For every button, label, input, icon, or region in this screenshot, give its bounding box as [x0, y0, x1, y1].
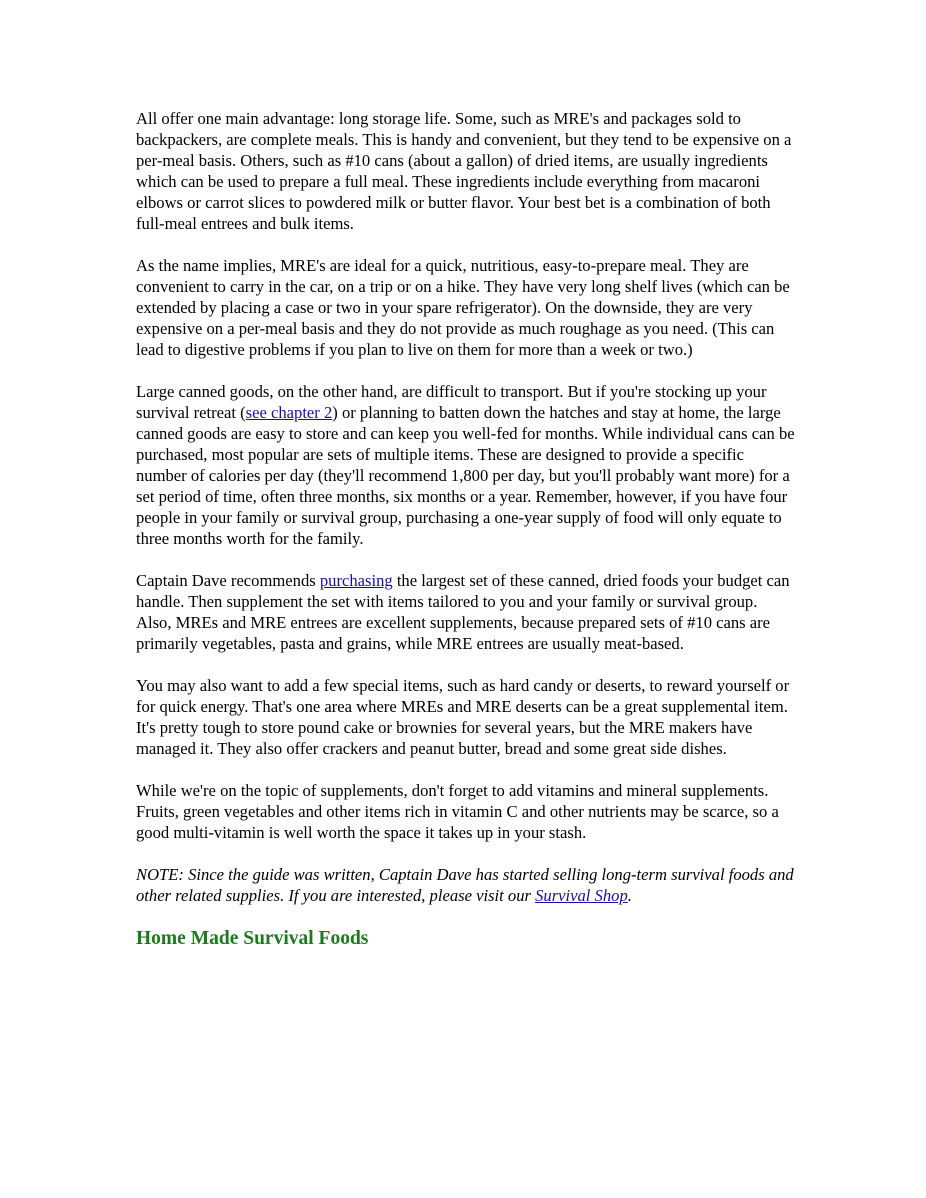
paragraph-mre-benefits: As the name implies, MRE's are ideal for a quick, nutritious, easy-to-prepare meal. They are convenient to carry in the car, on a trip or on a hike. They have very long shelf lives (which can be extended by placing a case or two in your spare refrigerator). On the downside, they are very expensive on a per-meal basis and they do not provide as much roughage as you need. (This can lead to digestive problems if you plan to live on them for more than a week or two.)	[136, 256, 790, 359]
note-text: .	[627, 886, 632, 905]
document-page	[136, 108, 796, 951]
paragraph-captain-dave-recommends	[136, 570, 796, 654]
paragraph-text: Captain Dave recommends	[136, 571, 320, 590]
see-chapter-2-link[interactable]: see chapter 2	[245, 403, 333, 422]
paragraph-text: the largest set of these canned, dried foods your budget can handle. Then supplement the set with items tailored to you and your family or survival group. Also, MREs and MRE entrees are excellent supplements, because prepared sets of #10 cans are primarily vegetables, pasta and grains, while MRE entrees are usually meat-based.	[136, 571, 790, 653]
paragraph-storage-advantages: All offer one main advantage: long storage life. Some, such as MRE's and packages sold to backpackers, are complete meals. This is handy and convenient, but they tend to be expensive on a per-meal basis. Others, such as #10 cans (about a gallon) of dried items, are usually ingredients which can be used to prepare a full meal. These ingredients include everything from macaroni elbows or carrot slices to powdered milk or butter flavor. Your best bet is a combination of both full-meal entrees and bulk items.	[136, 109, 792, 233]
section-heading: Home Made Survival Foods	[136, 928, 369, 949]
paragraph-canned-goods	[136, 381, 796, 549]
purchasing-link[interactable]: purchasing	[319, 571, 393, 590]
paragraph-text: ) or planning to batten down the hatches and stay at home, the large canned goods are easy to store and can keep you well-fed for months. While individual cans can be purchased, most popular are sets of multiple items. These are designed to provide a specific number of calories per day (they'll recommend 1,800 per day, but you'll probably want more) for a set period of time, often three months, six months or a year. Remember, however, if you have four people in your family or survival group, purchasing a one-year supply of food will only equate to three months worth for the family.	[136, 403, 795, 548]
paragraph-special-items: You may also want to add a few special items, such as hard candy or deserts, to reward yourself or for quick energy. That's one area where MREs and MRE deserts can be a great supplemental item. It's pretty tough to store pound cake or brownies for several years, but the MRE makers have managed it. They also offer crackers and peanut butter, bread and some great side dishes.	[136, 676, 790, 758]
paragraph-text: Large canned goods, on the other hand, are difficult to transport. But if you're stocking up your survival retreat (	[136, 382, 767, 422]
survival-shop-link[interactable]: Survival Shop	[535, 886, 628, 905]
paragraph-vitamins: While we're on the topic of supplements, don't forget to add vitamins and mineral supplements. Fruits, green vegetables and other items rich in vitamin C and other nutrients may be scarce, so a good multi-vitamin is well worth the space it takes up in your stash.	[136, 781, 779, 842]
note-paragraph	[136, 864, 796, 906]
note-text: NOTE: Since the guide was written, Captain Dave has started selling long-term survival foods and other related supplies. If you are interested, please visit our	[136, 865, 794, 905]
